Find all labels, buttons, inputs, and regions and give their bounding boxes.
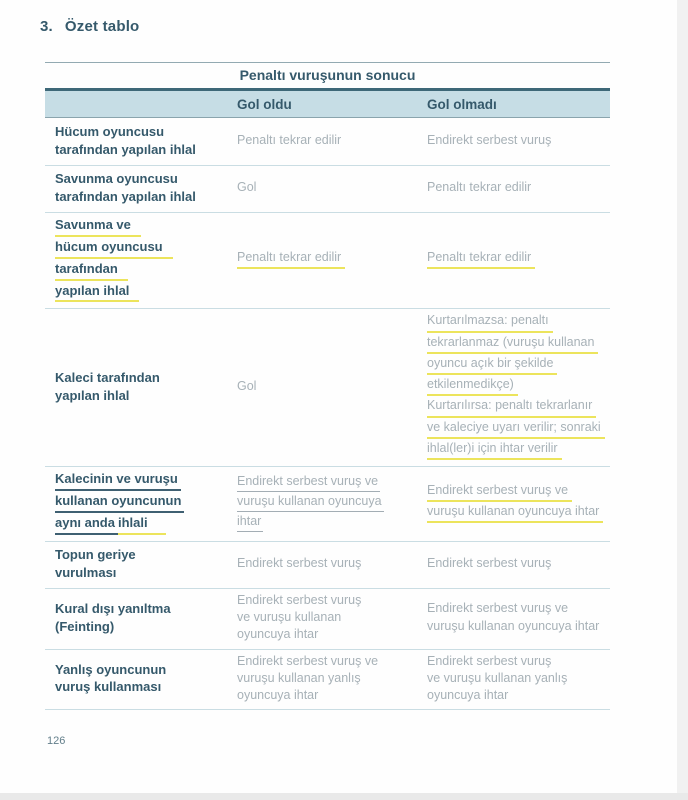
text-segment: ve vuruşu kullanan yanlış xyxy=(427,670,568,685)
table-body xyxy=(45,118,610,710)
summary-table xyxy=(45,62,610,710)
text-line xyxy=(55,547,237,564)
text-line xyxy=(237,671,427,687)
text-line xyxy=(237,610,427,626)
text-line xyxy=(55,370,237,387)
text-line xyxy=(237,688,427,704)
table-row xyxy=(45,467,610,542)
highlighted-text-segment: ihlal(ler)i için ihtar verilir xyxy=(427,441,562,460)
text-line xyxy=(427,504,610,524)
cell-gol-olmadi xyxy=(427,180,610,197)
row-label xyxy=(45,601,237,637)
text-line xyxy=(427,133,610,149)
text-segment: Endirekt serbest vuruş ve xyxy=(237,653,379,668)
text-segment: Penaltı tekrar edilir xyxy=(427,180,532,195)
text-segment: oyuncuya ihtar xyxy=(237,688,319,703)
text-segment: Kural dışı yanıltma xyxy=(55,600,171,616)
highlighted-text-segment: Kurtarılırsa: penaltı tekrarlanır xyxy=(427,398,596,417)
text-line xyxy=(427,420,610,440)
highlighted-text-segment: Endirekt serbest vuruş ve xyxy=(427,483,572,502)
text-segment: tarafından yapılan ihlal xyxy=(55,141,196,157)
text-segment: Gol xyxy=(237,379,257,394)
highlighted-text-segment: tekrarlanmaz (vuruşu kullanan xyxy=(427,335,598,354)
text-line xyxy=(427,441,610,461)
highlighted-text-segment: ihlali xyxy=(118,515,166,535)
text-line xyxy=(55,283,237,304)
highlighted-text-segment: ve kaleciye uyarı verilir; sonraki xyxy=(427,420,605,439)
text-segment: Kaleci tarafından xyxy=(55,369,160,385)
cell-gol-oldu xyxy=(237,593,427,645)
cell-gol-oldu xyxy=(237,133,427,150)
cell-gol-oldu xyxy=(237,379,427,396)
highlighted-text-segment: Kurtarılmazsa: penaltı xyxy=(427,313,553,332)
row-label xyxy=(45,124,237,160)
row-label xyxy=(45,217,237,304)
text-segment: Endirekt serbest vuruş xyxy=(237,592,362,607)
text-line xyxy=(427,601,610,617)
highlighted-text-segment: ihtar xyxy=(237,514,263,532)
cell-gol-oldu xyxy=(237,250,427,271)
cell-gol-oldu xyxy=(237,474,427,535)
text-segment: Endirekt serbest vuruş xyxy=(427,653,552,668)
table-row xyxy=(45,118,610,166)
text-segment: Yanlış oyuncunun xyxy=(55,661,167,677)
text-line xyxy=(55,619,237,636)
text-line xyxy=(427,556,610,572)
cell-gol-olmadi xyxy=(427,133,610,150)
text-line xyxy=(427,688,610,704)
column-header-gol-olmadi: Gol olmadı xyxy=(427,96,497,112)
table-row xyxy=(45,589,610,650)
cell-gol-oldu xyxy=(237,556,427,573)
text-line xyxy=(427,619,610,635)
text-segment: Penaltı tekrar edilir xyxy=(237,132,342,147)
text-line xyxy=(55,515,237,536)
cell-gol-oldu xyxy=(237,654,427,706)
text-segment: Topun geriye xyxy=(55,546,136,562)
text-line xyxy=(427,377,610,397)
text-segment: Endirekt serbest vuruş xyxy=(427,556,552,571)
text-line xyxy=(55,217,237,238)
table-row xyxy=(45,309,610,467)
text-line xyxy=(55,679,237,696)
row-label xyxy=(45,547,237,583)
highlighted-text-segment: yapılan ihlal xyxy=(55,283,139,303)
text-segment: Endirekt serbest vuruş xyxy=(427,132,552,147)
highlighted-text-segment: aynı anda xyxy=(55,515,118,535)
text-line xyxy=(55,189,237,206)
text-segment: ve vuruşu kullanan xyxy=(237,610,342,625)
section-number: 3. xyxy=(40,18,53,35)
cell-gol-olmadi xyxy=(427,250,610,271)
table-spanning-header: Penaltı vuruşunun sonucu xyxy=(239,67,416,83)
text-segment: oyuncuya ihtar xyxy=(427,688,509,703)
column-header-gol-oldu: Gol oldu xyxy=(237,96,292,112)
text-line xyxy=(237,180,427,196)
table-row xyxy=(45,213,610,309)
highlighted-text-segment: Penaltı tekrar edilir xyxy=(427,250,535,269)
text-segment: vuruşu kullanan yanlış xyxy=(237,670,361,685)
text-line xyxy=(55,601,237,618)
text-line xyxy=(237,556,427,572)
text-line xyxy=(427,313,610,333)
text-line xyxy=(55,124,237,141)
highlighted-text-segment: vuruşu kullanan oyuncuya xyxy=(237,494,384,512)
text-line xyxy=(427,398,610,418)
text-line xyxy=(237,593,427,609)
text-line xyxy=(427,671,610,687)
table-header-row xyxy=(45,91,610,118)
text-segment: oyuncuya ihtar xyxy=(237,627,319,642)
text-line xyxy=(427,654,610,670)
text-line xyxy=(55,565,237,582)
text-segment: vuruş kullanması xyxy=(55,679,162,695)
text-segment: Endirekt serbest vuruş xyxy=(237,556,362,571)
text-line xyxy=(427,180,610,196)
section-title xyxy=(40,18,139,35)
row-label xyxy=(45,662,237,698)
text-line xyxy=(237,494,427,513)
text-line xyxy=(427,483,610,503)
page-edge-bottom xyxy=(0,793,688,800)
text-line xyxy=(237,514,427,533)
row-label xyxy=(45,471,237,537)
cell-gol-olmadi xyxy=(427,601,610,636)
text-line xyxy=(55,261,237,282)
text-segment: Gol xyxy=(237,180,257,195)
text-segment: Savunma oyuncusu xyxy=(55,171,178,187)
text-segment: vurulması xyxy=(55,564,117,580)
text-line xyxy=(55,493,237,514)
text-line xyxy=(237,250,427,270)
highlighted-text-segment: vuruşu kullanan oyuncuya ihtar xyxy=(427,504,603,523)
cell-gol-olmadi xyxy=(427,556,610,573)
highlighted-text-segment: oyuncu açık bir şekilde xyxy=(427,356,557,375)
row-label xyxy=(45,171,237,207)
table-row xyxy=(45,166,610,213)
text-line xyxy=(237,379,427,395)
text-line xyxy=(237,627,427,643)
text-line xyxy=(427,356,610,376)
text-segment: Endirekt serbest vuruş ve xyxy=(427,601,569,616)
text-line xyxy=(427,335,610,355)
highlighted-text-segment: etkilenmedikçe) xyxy=(427,377,518,396)
text-segment: (Feinting) xyxy=(55,618,115,634)
text-line xyxy=(55,171,237,188)
cell-gol-oldu xyxy=(237,180,427,197)
highlighted-text-segment: Endirekt serbest vuruş ve xyxy=(237,474,380,492)
text-segment: Hücum oyuncusu xyxy=(55,123,165,139)
cell-gol-olmadi xyxy=(427,313,610,462)
text-line xyxy=(55,142,237,159)
text-line xyxy=(427,250,610,270)
highlighted-text-segment: Savunma ve xyxy=(55,217,141,237)
text-segment: yapılan ihlal xyxy=(55,387,130,403)
table-row xyxy=(45,542,610,589)
section-title-text: Özet tablo xyxy=(64,18,140,35)
highlighted-text-segment: Penaltı tekrar edilir xyxy=(237,250,345,269)
cell-gol-olmadi xyxy=(427,483,610,526)
text-line xyxy=(237,654,427,670)
highlighted-text-segment: kullanan oyuncunun xyxy=(55,493,184,513)
table-row xyxy=(45,650,610,711)
text-segment: vuruşu kullanan oyuncuya ihtar xyxy=(427,618,600,633)
page-edge-right xyxy=(677,0,688,800)
highlighted-text-segment: tarafından xyxy=(55,261,128,281)
text-line xyxy=(55,388,237,405)
cell-gol-olmadi xyxy=(427,654,610,706)
text-line xyxy=(237,474,427,493)
row-label xyxy=(45,370,237,406)
text-line xyxy=(55,662,237,679)
highlighted-text-segment: Kalecinin ve vuruşu xyxy=(55,471,181,491)
text-segment: tarafından yapılan ihlal xyxy=(55,189,196,204)
text-line xyxy=(55,239,237,260)
page-number: 126 xyxy=(47,735,66,747)
text-line xyxy=(55,471,237,492)
text-line xyxy=(237,133,427,149)
highlighted-text-segment: hücum oyuncusu xyxy=(55,239,173,259)
